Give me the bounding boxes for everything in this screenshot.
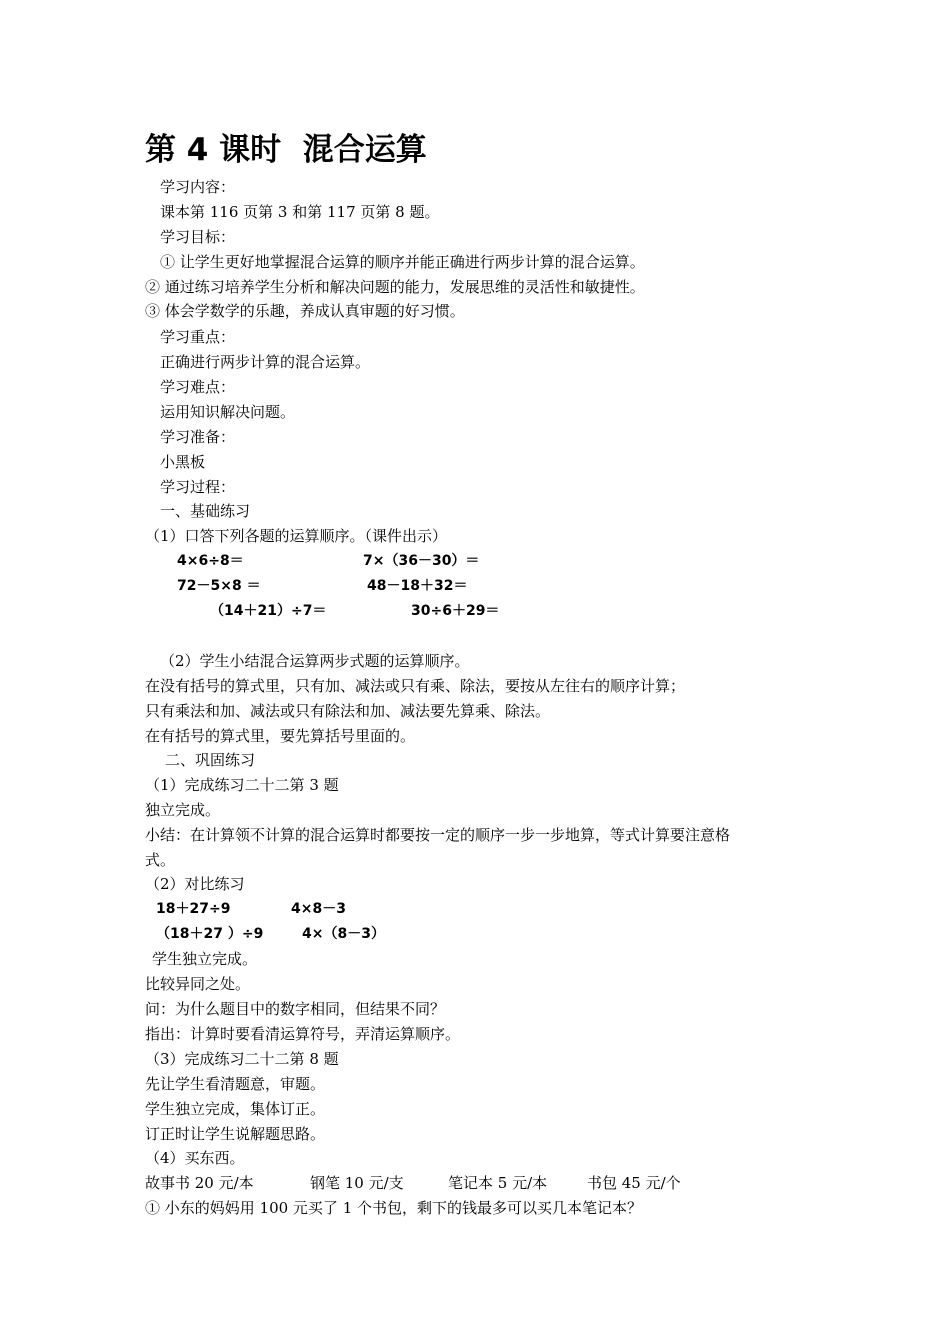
price-story-book: 故事书 20 元/本 <box>145 1174 254 1192</box>
price-pen: 钢笔 10 元/支 <box>310 1174 404 1192</box>
equation-a2: 7×（36－30）＝ <box>363 553 480 569</box>
prep-label: 学习准备： <box>160 428 236 446</box>
question-3-text-2: 学生独立完成，集体订正。 <box>145 1100 326 1118</box>
price-notebook: 笔记本 5 元/本 <box>448 1174 548 1192</box>
compare-b2: 4×（8－3） <box>302 926 385 942</box>
compare-text-1: 学生独立完成。 <box>152 950 258 968</box>
section-1-question-1: （1）口答下列各题的运算顺序。（课件出示） <box>145 527 448 545</box>
compare-text-4: 指出：计算时要看清运算符号，弄清运算顺序。 <box>145 1025 461 1043</box>
goal-1: ① 让学生更好地掌握混合运算的顺序并能正确进行两步计算的混合运算。 <box>160 253 645 271</box>
section-2-question-1: （1）完成练习二十二第 3 题 <box>145 776 339 794</box>
rule-2: 只有乘法和加、减法或只有除法和加、减法要先算乘、除法。 <box>145 702 551 720</box>
section-2-question-3: （3）完成练习二十二第 8 题 <box>145 1050 339 1068</box>
section-1-question-2: （2）学生小结混合运算两步式题的运算顺序。 <box>160 652 470 670</box>
rule-1: 在没有括号的算式里，只有加、减法或只有乘、除法，要按从左往右的顺序计算； <box>145 677 686 695</box>
compare-a2: 4×8－3 <box>291 901 346 917</box>
question-4-item-1: ① 小东的妈妈用 100 元买了 1 个书包，剩下的钱最多可以买几本笔记本？ <box>145 1199 643 1217</box>
section-2-question-2: （2）对比练习 <box>145 875 245 893</box>
compare-b1: （18＋27 ）÷9 <box>156 926 264 942</box>
summary-line-1: 小结：在计算领不计算的混合运算时都要按一定的顺序一步一步地算，等式计算要注意格 <box>145 826 731 844</box>
key-text: 正确进行两步计算的混合运算。 <box>160 353 371 371</box>
compare-a1: 18＋27÷9 <box>156 901 231 917</box>
question-3-text-3: 订正时让学生说解题思路。 <box>145 1125 326 1143</box>
equation-c1: （14＋21）÷7＝ <box>210 603 327 619</box>
goal-3: ③ 体会学数学的乐趣，养成认真审题的好习惯。 <box>145 302 465 320</box>
difficulty-label: 学习难点： <box>160 378 236 396</box>
prep-text: 小黑板 <box>160 453 206 471</box>
rule-3: 在有括号的算式里，要先算括号里面的。 <box>145 727 416 745</box>
equation-b2: 48－18＋32＝ <box>367 578 468 594</box>
goal-2: ② 通过练习培养学生分析和解决问题的能力，发展思维的灵活性和敏捷性。 <box>145 278 645 296</box>
equation-c2: 30÷6＋29＝ <box>411 603 500 619</box>
section-2-heading: 二、巩固练习 <box>165 751 256 769</box>
content-label: 学习内容： <box>160 178 236 196</box>
compare-text-2: 比较异同之处。 <box>145 975 251 993</box>
process-label: 学习过程： <box>160 478 236 496</box>
lesson-title: 第 4 课时 混合运算 <box>145 132 427 168</box>
price-schoolbag: 书包 45 元/个 <box>587 1174 681 1192</box>
section-2-question-4: （4）买东西。 <box>145 1149 245 1167</box>
equation-b1: 72－5×8 ＝ <box>177 578 261 594</box>
difficulty-text: 运用知识解决问题。 <box>160 403 296 421</box>
equation-a1: 4×6÷8＝ <box>177 553 244 569</box>
section-1-heading: 一、基础练习 <box>160 502 251 520</box>
question-3-text-1: 先让学生看清题意，审题。 <box>145 1075 326 1093</box>
goals-label: 学习目标： <box>160 228 236 246</box>
summary-line-2: 式。 <box>145 851 176 869</box>
content-text: 课本第 116 页第 3 和第 117 页第 8 题。 <box>160 203 440 221</box>
section-2-question-1-answer: 独立完成。 <box>145 801 221 819</box>
key-label: 学习重点： <box>160 328 236 346</box>
compare-text-3: 问：为什么题目中的数字相同，但结果不同？ <box>145 1000 446 1018</box>
